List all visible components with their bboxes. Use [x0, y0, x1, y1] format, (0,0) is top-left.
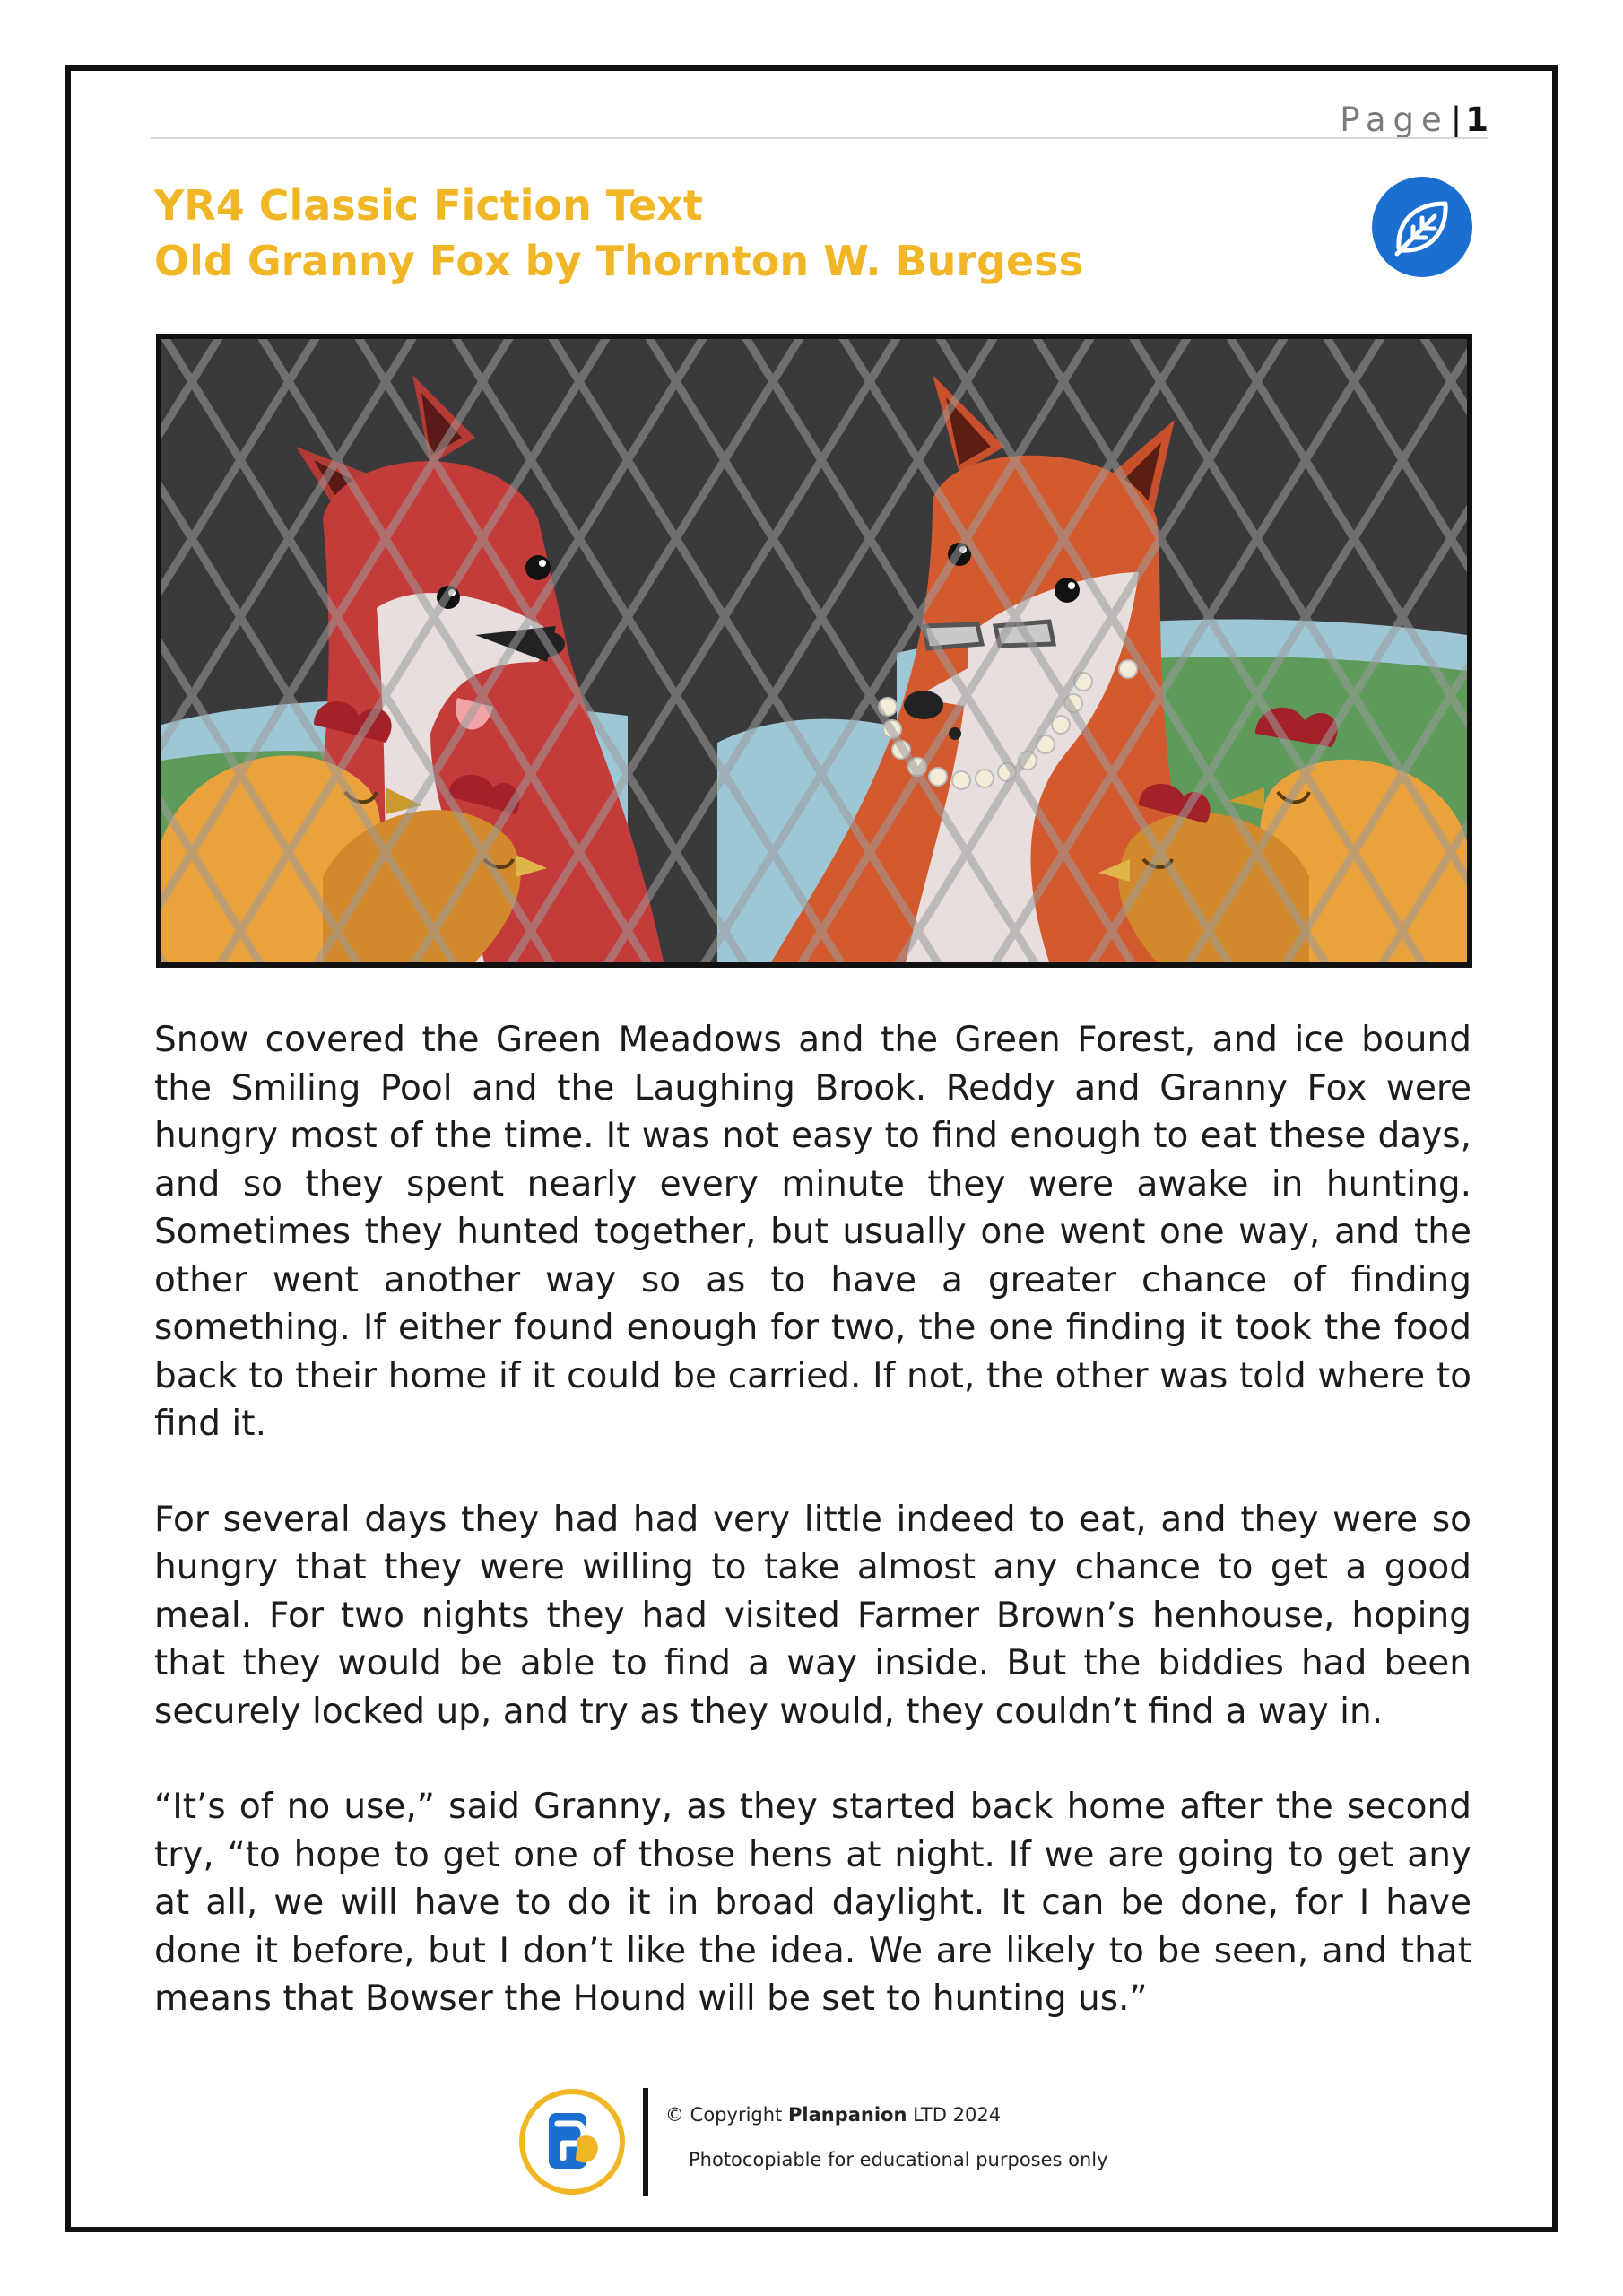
page-number: Page| 1	[1340, 100, 1488, 139]
header-rule	[151, 137, 1488, 139]
title-line-2: Old Granny Fox by Thornton W. Burgess	[154, 237, 1083, 285]
copyright-prefix: © Copyright	[665, 2104, 783, 2126]
footer-note: Photocopiable for educational purposes only	[689, 2149, 1108, 2170]
copyright-suffix: LTD 2024	[913, 2104, 1002, 2126]
document-title	[154, 178, 1083, 289]
page-label: Page	[1340, 100, 1449, 139]
brand-name: Planpanion	[787, 2104, 907, 2126]
footer-copyright	[665, 2104, 1001, 2126]
leaf-icon	[1372, 177, 1472, 277]
paragraph-2: For several days they had had very little indeed to eat, and they were so hungry that they were willing to take almost any chance to get a good meal. For two nights they had visited Farmer Brown’s henhouse, hoping that they would be able to find a way inside. But the biddies had been securely locked up, and try as they would, they couldn’t find a way in.	[154, 1499, 1471, 1732]
planpanion-logo-icon	[518, 2088, 626, 2196]
title-line-1: YR4 Classic Fiction Text	[154, 181, 703, 230]
paragraph-3: “It’s of no use,” said Granny, as they started back home after the second try, “to hope to get one of those hens at night. If we are going to get any at all, we will have to do it in broad daylight. It can be done, for I have done it before, but I don’t like the idea. We are likely to be seen, and that means that Bowser the Hound will be set to hunting us.”	[154, 1787, 1471, 2019]
footer-divider	[643, 2088, 648, 2196]
paragraph-1: Snow covered the Green Meadows and the Green Forest, and ice bound the Smiling Pool and the Laughing Brook. Reddy and Granny Fox were hungry most of the time. It was not easy to find enough to eat these days, and so they spent nearly every minute they were awake in hunting. Sometimes they hunted together, but usually one went one way, and the other went another way so as to have a greater chance of finding something. If either found enough for two, the one finding it took the food back to their home if it could be carried. If not, the other was told where to find it.	[154, 1020, 1471, 1444]
story-text	[154, 1016, 1471, 2071]
foxes-and-hens-behind-wire-fence	[161, 339, 1467, 962]
story-illustration	[156, 334, 1472, 968]
page-number-value: 1	[1465, 100, 1488, 139]
